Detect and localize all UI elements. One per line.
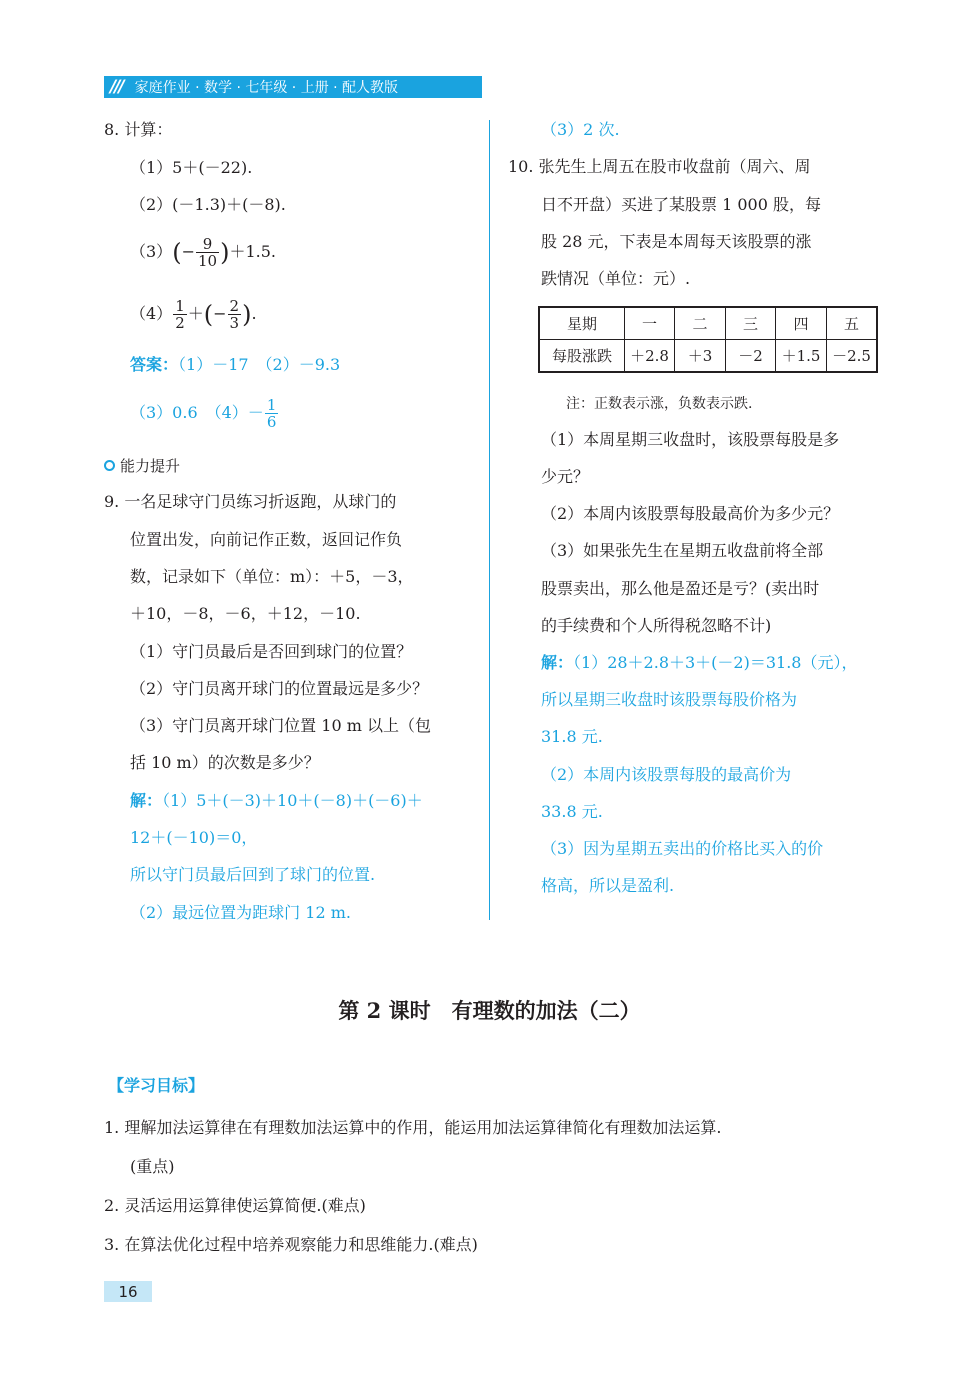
table-cell: ＋2.8 bbox=[625, 340, 675, 373]
fraction-denominator: 2 bbox=[175, 314, 185, 332]
q10-question: 的手续费和个人所得税忽略不计) bbox=[541, 616, 772, 635]
table-cell: －2.5 bbox=[827, 340, 878, 373]
q8-part4-prefix: （4） bbox=[130, 304, 173, 323]
fraction-numerator: 9 bbox=[196, 236, 219, 253]
q8-part3-suffix: ＋1.5. bbox=[229, 242, 276, 261]
q10-line: 日不开盘）买进了某股票 1 000 股，每 bbox=[541, 195, 821, 214]
q10-solution-line: （3）因为星期五卖出的价格比买入的价 bbox=[541, 839, 824, 858]
q10-solution-text: （1）28＋2.8＋3＋(－2)＝31.8（元）， bbox=[573, 653, 858, 672]
q9-solution-cont: （3）2 次. bbox=[541, 120, 620, 139]
answer-label: 答案： bbox=[130, 355, 179, 374]
q10-solution-line bbox=[541, 653, 857, 673]
q8-part4: （4） $\frac{1}{2}$ ＋(− $\frac{2}{3}$ ). bbox=[130, 297, 257, 332]
running-header bbox=[104, 76, 482, 98]
fraction-denominator: 6 bbox=[266, 413, 277, 431]
q9-question: （2）守门员离开球门的位置最远是多少？ bbox=[130, 679, 429, 698]
q10-line: 10. 张先生上周五在股市收盘前（周六、周 bbox=[508, 157, 811, 176]
fraction-denominator: 10 bbox=[197, 252, 218, 270]
goal-item: 3. 在算法优化过程中培养观察能力和思维能力.(难点) bbox=[104, 1235, 478, 1254]
page-number: 16 bbox=[104, 1281, 152, 1302]
stock-change-table bbox=[538, 306, 878, 373]
solution-label: 解： bbox=[541, 653, 574, 672]
q8-answer-fraction bbox=[265, 397, 279, 430]
q8-part4-fraction-b bbox=[228, 298, 242, 331]
solution-label: 解： bbox=[130, 791, 163, 810]
table-cell: ＋3 bbox=[675, 340, 726, 373]
table-row bbox=[539, 340, 877, 373]
fraction-numerator: 1 bbox=[266, 396, 277, 414]
q10-solution-line: 33.8 元. bbox=[541, 802, 603, 821]
q9-solution-text: （1）5＋(－3)＋10＋(－8)＋(－6)＋ bbox=[162, 791, 423, 810]
q8-answer-line1 bbox=[130, 355, 340, 375]
q9-solution-line bbox=[130, 791, 423, 811]
q8-part4-fraction-a bbox=[173, 298, 187, 331]
q10-line: 股 28 元，下表是本周每天该股票的涨 bbox=[541, 232, 812, 251]
table-note: 注：正数表示涨，负数表示跌. bbox=[566, 396, 753, 412]
table-header-cell: 一 bbox=[625, 307, 675, 340]
circle-bullet-icon bbox=[104, 460, 115, 471]
q10-solution-line: 所以星期三收盘时该股票每股价格为 bbox=[541, 690, 798, 709]
q9-solution-line: （2）最远位置为距球门 12 m. bbox=[130, 903, 351, 922]
table-cell: －2 bbox=[726, 340, 776, 373]
q10-line: 跌情况（单位：元）. bbox=[541, 269, 691, 288]
q10-question: （3）如果张先生在星期五收盘前将全部 bbox=[541, 541, 824, 560]
q10-question: （2）本周内该股票每股最高价为多少元？ bbox=[541, 504, 840, 523]
q8-answer-line2 bbox=[130, 395, 279, 431]
table-header-cell: 四 bbox=[776, 307, 827, 340]
q8-part3-fraction bbox=[196, 236, 219, 269]
q9-line: 数，记录如下（单位：m）：＋5，－3， bbox=[130, 567, 414, 586]
header-title: 家庭作业 · 数学 · 七年级 · 上册 · 配人教版 bbox=[134, 80, 399, 96]
q10-solution-line: （2）本周内该股票每股的最高价为 bbox=[541, 765, 792, 784]
q8-part3: （3）(− $\frac{9}{10}$ )＋1.5. bbox=[130, 235, 276, 270]
q10-question: 股票卖出，那么他是盈还是亏？(卖出时 bbox=[541, 579, 820, 598]
table-header-cell: 星期 bbox=[539, 307, 625, 340]
q10-question: （1）本周星期三收盘时，该股票每股是多 bbox=[541, 430, 840, 449]
q8-part1: （1）5＋(－22). bbox=[130, 158, 253, 177]
q9-line: 位置出发，向前记作正数，返回记作负 bbox=[130, 530, 403, 549]
table-row bbox=[539, 307, 877, 340]
q8-title: 8. 计算： bbox=[104, 120, 173, 139]
table-header-cell: 二 bbox=[675, 307, 726, 340]
table-header-cell: 三 bbox=[726, 307, 776, 340]
goal-item: 1. 理解加法运算律在有理数加法运算中的作用，能运用加法运算律简化有理数加法运算. bbox=[104, 1118, 722, 1137]
q9-solution-line: 12＋(－10)＝0， bbox=[130, 828, 258, 847]
q10-solution-line: 31.8 元. bbox=[541, 727, 603, 746]
lesson-title: 第 2 课时 有理数的加法（二） bbox=[338, 998, 641, 1023]
fraction-denominator: 3 bbox=[229, 314, 240, 332]
table-cell: 每股涨跌 bbox=[539, 340, 625, 373]
table-header-cell: 五 bbox=[827, 307, 878, 340]
goal-item: 2. 灵活运用运算律使运算简便.(难点) bbox=[104, 1196, 366, 1215]
q9-line: 9. 一名足球守门员练习折返跑，从球门的 bbox=[104, 492, 397, 511]
q9-line: ＋10，－8，－6，＋12，－10. bbox=[130, 604, 361, 623]
q9-question: （3）守门员离开球门位置 10 m 以上（包 bbox=[130, 716, 431, 735]
fraction-numerator: 1 bbox=[175, 297, 185, 315]
q8-part3-prefix: （3） bbox=[130, 242, 173, 261]
q10-solution-line: 格高，所以是盈利. bbox=[541, 876, 675, 895]
section-ability bbox=[104, 455, 180, 476]
column-divider bbox=[489, 120, 490, 920]
q9-question: 括 10 m）的次数是多少？ bbox=[130, 753, 320, 772]
q8-answer-3-4: （3）0.6 （4）－ bbox=[130, 403, 264, 422]
q9-question: （1）守门员最后是否回到球门的位置？ bbox=[130, 642, 413, 661]
q9-solution-line: 所以守门员最后回到了球门的位置. bbox=[130, 865, 376, 884]
learning-goals-title: 【学习目标】 bbox=[108, 1076, 205, 1095]
table-cell: ＋1.5 bbox=[776, 340, 827, 373]
header-slashes: /// bbox=[110, 77, 123, 97]
fraction-numerator: 2 bbox=[229, 297, 240, 315]
q10-question: 少元？ bbox=[541, 467, 590, 486]
q8-answer-1-2: （1）－17 （2）－9.3 bbox=[178, 355, 341, 374]
section-ability-label: 能力提升 bbox=[120, 457, 181, 475]
goal-item-continuation: (重点) bbox=[130, 1157, 175, 1176]
q8-part2: （2）(－1.3)＋(－8). bbox=[130, 195, 286, 214]
